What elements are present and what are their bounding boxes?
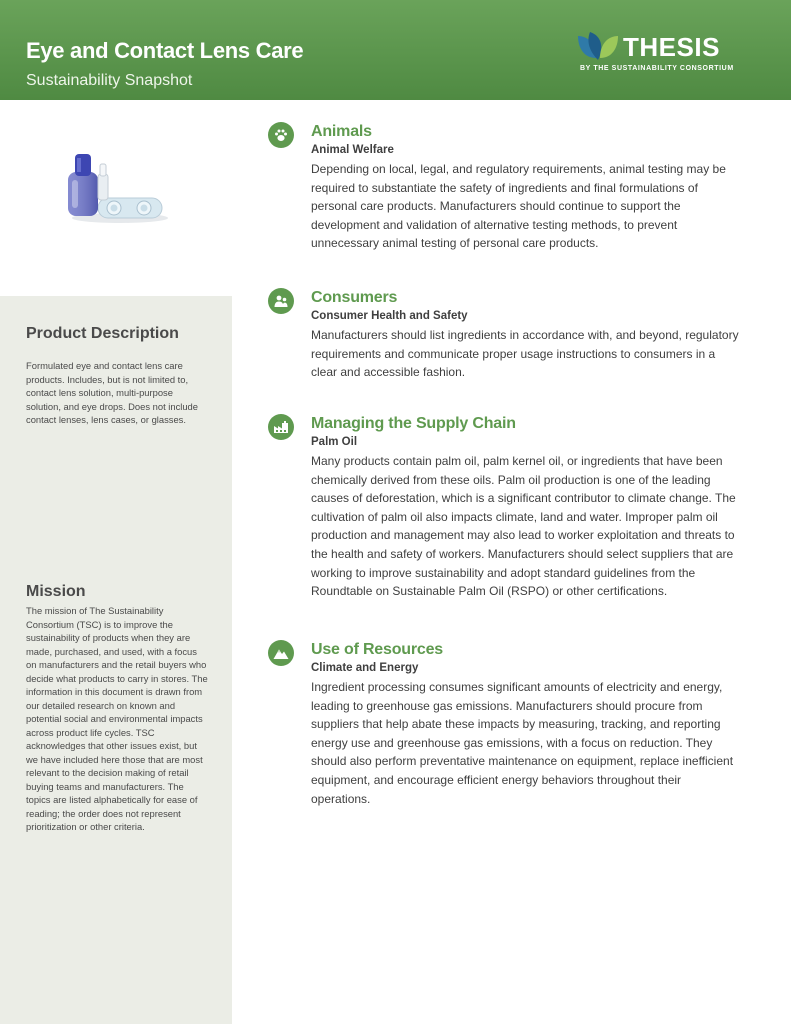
product-image (60, 146, 170, 226)
section-body: Ingredient processing consumes significant amounts of electricity and energy, leading to greenhouse gas emissions. Manufacturers should procure from suppliers that help abate these impacts by measuring, tracking, and reporting energy use and greenhouse gas emissions, with a focus on reduction. They should also perform preventative maintenance on equipment, replace inefficient equipment, and encourage efficient energy behaviors throughout their operations. (311, 680, 734, 806)
product-description-text: Formulated eye and contact lens care products. Includes, but is not limited to, contact lens solution, multi-purpose solution, and eye drops. Does not include contact lenses, lens cases, or glasses. (26, 360, 198, 425)
people-icon (268, 288, 294, 314)
section-body: Many products contain palm oil, palm kernel oil, or ingredients that have been chemically derived from these oils. Palm oil production is one of the leading causes of deforestation, which is a significant contributor to climate change. The cultivation of palm oil also impacts climate, land and water. Improper palm oil production and management may also lead to worker exploitation and threats to the health and safety of workers. Manufacturers should select suppliers that are working to improve sustainability and adopt standard guidelines from the Roundtable on Sustainable Palm Oil (RSPO) or other certifications. (311, 454, 736, 599)
product-description-heading: Product Description (26, 325, 179, 342)
page-title: Eye and Contact Lens Care (26, 38, 304, 63)
page-subtitle: Sustainability Snapshot (26, 72, 193, 89)
logo-tagline: BY THE SUSTAINABILITY CONSORTIUM (580, 65, 734, 72)
section-body: Manufacturers should list ingredients in accordance with, and beyond, regulatory requirements and communicate proper usage instructions to consumers in a clear and accessible fashion. (311, 328, 739, 380)
section-subheading: Palm Oil (311, 436, 358, 448)
section-subheading: Animal Welfare (311, 144, 394, 156)
section-subheading: Climate and Energy (311, 662, 419, 674)
paw-icon (268, 122, 294, 148)
mountain-icon (268, 640, 294, 666)
section-heading: Animals (311, 123, 372, 140)
factory-icon (268, 414, 294, 440)
thesis-logo (574, 30, 744, 80)
section-subheading: Consumer Health and Safety (311, 310, 468, 322)
mission-heading: Mission (26, 583, 86, 600)
section-body: Depending on local, legal, and regulatory requirements, animal testing may be required to substantiate the safety of ingredients and final formulations of personal care products. Manufacturers should continue to support the development and validation of alternative testing methods, to prevent unnecessary animal testing of personal care products. (311, 162, 726, 251)
mission-text: The mission of The Sustainability Consortium (TSC) is to improve the sustainability of products when they are made, purchased, and used, with a focus on manufacturers and the retail buyers who decide what products to carry in stores. The information in this document is drawn from our detailed research on known and potential social and environmental impacts across product life cycles. TSC acknowledges that other issues exist, but we have included here those that are most relevant to the decision making of retail buying teams and manufacturers. The topics are listed alphabetically for ease of reading; the order does not represent prioritization or other criteria. (26, 605, 208, 832)
header-banner (0, 0, 791, 100)
logo-wordmark: THESIS (623, 32, 720, 62)
section-heading: Consumers (311, 289, 398, 306)
leaf-logo-icon (574, 30, 622, 62)
section-heading: Use of Resources (311, 641, 443, 658)
sidebar (0, 296, 232, 1024)
section-heading: Managing the Supply Chain (311, 415, 516, 432)
